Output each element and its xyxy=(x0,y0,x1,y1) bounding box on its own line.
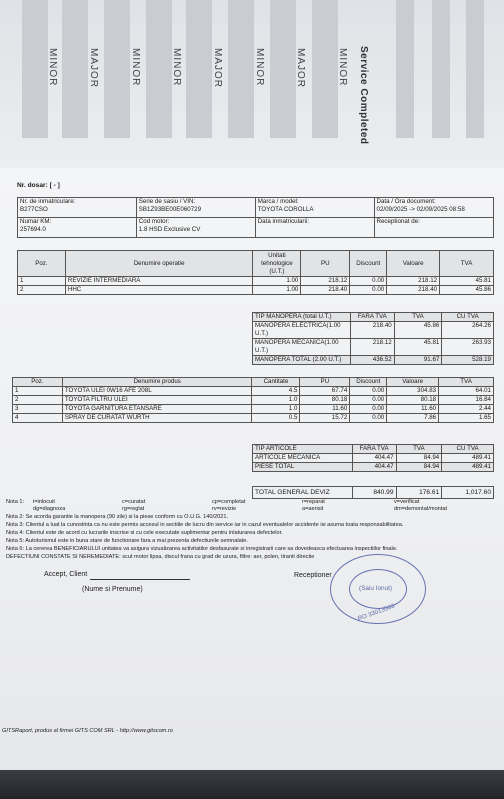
cell: 0.00 xyxy=(350,414,387,423)
cell: 15.72 xyxy=(300,414,350,423)
service-invoice-page xyxy=(0,168,504,770)
table-header: Cantitate xyxy=(252,378,300,387)
checklist-column xyxy=(466,0,484,138)
cell: 80.18 xyxy=(387,396,439,405)
table-header: TVA xyxy=(440,251,494,277)
labor-summary-table xyxy=(252,312,494,365)
cell: 4.5 xyxy=(252,387,300,396)
table-header: Unitati tehnologice (U.T.) xyxy=(253,251,301,277)
signature-line xyxy=(90,579,190,580)
articles-summary-table xyxy=(252,444,494,472)
client-signature-label: Accept, Client xyxy=(44,571,88,578)
cell: 1.00 xyxy=(253,277,301,286)
note-5: Nota 5: Autoturismul este in buna stare de functionare fara a mai prezenta defectiunile semnalate. xyxy=(6,538,248,544)
table-header: Denumire produs xyxy=(62,378,252,387)
cell: MANOPERA MECANICA(1.00 U.T.) xyxy=(253,339,351,356)
cell: 1 xyxy=(18,277,66,286)
cell: PIESE TOTAL xyxy=(253,463,353,472)
checklist-column xyxy=(396,0,414,138)
info-cell: Receptionat de: xyxy=(374,218,493,238)
info-cell: Serie de sasiu / VIN: SB1Z93BE00E060729 xyxy=(136,198,255,218)
cell: 0.00 xyxy=(350,396,387,405)
checklist-column xyxy=(312,0,338,138)
table-row xyxy=(253,454,494,463)
cell: TOYOTA FILTRU ULEI xyxy=(62,396,252,405)
cell: 1.0 xyxy=(252,405,300,414)
cell: TOYOTA ULEI 0W16 AFE 208L xyxy=(62,387,252,396)
cell: 0.5 xyxy=(252,414,300,423)
table-header: Valoare xyxy=(387,251,440,277)
cell: TOTAL GENERAL DEVIZ xyxy=(253,487,353,499)
table-header: Discount xyxy=(350,378,387,387)
table-header: TIP ARTICOLE xyxy=(253,445,353,454)
cell: 218.40 xyxy=(350,322,394,339)
checklist-label: MINOR xyxy=(337,48,348,87)
legend-item: dg=diagnoza xyxy=(33,506,66,512)
table-row xyxy=(253,356,494,365)
cell: 11.60 xyxy=(387,405,439,414)
cell: 840.99 xyxy=(352,487,396,499)
table-header: Poz. xyxy=(18,251,66,277)
cell: 11.60 xyxy=(300,405,350,414)
cell: 2 xyxy=(13,396,63,405)
checklist-column xyxy=(146,0,172,138)
info-cell: Marca / model: TOYOTA COROLLA xyxy=(255,198,374,218)
table-header: PU xyxy=(300,378,350,387)
checklist-column xyxy=(228,0,254,138)
cell: 1 xyxy=(13,387,63,396)
table-header: TVA xyxy=(394,313,442,322)
checklist-column xyxy=(186,0,212,138)
cell: 1.00 xyxy=(253,286,301,295)
note-1-label: Nota 1: xyxy=(6,499,25,505)
table-row xyxy=(18,286,494,295)
cell: 218.40 xyxy=(301,286,350,295)
service-status-label: Service Completed xyxy=(358,46,369,145)
table-header: FARA TVA xyxy=(352,445,396,454)
checklist-label: MINOR xyxy=(254,48,265,87)
cell: 80.18 xyxy=(300,396,350,405)
cell: 218.40 xyxy=(387,286,440,295)
table-header: TVA xyxy=(396,445,442,454)
legend-item: dm=demontat/montat xyxy=(394,506,448,512)
cell: 264.26 xyxy=(442,322,494,339)
cell: HHC xyxy=(65,286,253,295)
cell: 0.00 xyxy=(350,286,387,295)
cell: SPRAY DE CURATAT WURTH xyxy=(62,414,252,423)
cell: 1.65 xyxy=(439,414,494,423)
cell: 84.94 xyxy=(396,454,442,463)
table-row xyxy=(253,487,494,499)
table-row xyxy=(13,414,494,423)
legend-item: cp=completat xyxy=(212,499,246,505)
checklist-label: MAJOR xyxy=(212,48,223,88)
checklist-column xyxy=(270,0,296,138)
legend-item: rg=reglat xyxy=(122,506,145,512)
note-4: Nota 4: Clientul este de acord cu lucrarile inscrise si cu cele executate suplimentar pentru inlaturarea defectelor. xyxy=(6,530,283,536)
company-stamp xyxy=(330,554,426,624)
table-header: Discount xyxy=(350,251,387,277)
table-header: PU xyxy=(301,251,350,277)
table-row xyxy=(18,277,494,286)
stamp-code: RO 33013503 xyxy=(356,602,396,623)
cell: 64.01 xyxy=(439,387,494,396)
cell: 489.41 xyxy=(442,463,494,472)
info-cell: Cod motor: 1.8 HSD Exclusive CV xyxy=(136,218,255,238)
legend-item: a=aerisit xyxy=(302,506,324,512)
file-number: Nr. dosar: [ - ] xyxy=(17,182,60,189)
cell: 0.00 xyxy=(350,405,387,414)
cell: 2.44 xyxy=(439,405,494,414)
table-row xyxy=(13,387,494,396)
table-row xyxy=(253,322,494,339)
cell: 218.12 xyxy=(350,339,394,356)
cell: 3 xyxy=(13,405,63,414)
operations-table xyxy=(17,250,494,295)
table-row xyxy=(253,339,494,356)
cell: 67.74 xyxy=(300,387,350,396)
cell: 7.86 xyxy=(387,414,439,423)
checklist-column xyxy=(22,0,48,138)
legend-item: r=reparat xyxy=(302,499,325,505)
background-surface xyxy=(0,770,504,799)
legend-item: c=curatat xyxy=(122,499,146,505)
receptioner-label: Receptioner xyxy=(294,572,332,579)
legend-item: rv=revizie xyxy=(212,506,237,512)
client-name-hint: (Nume si Prenume) xyxy=(82,586,143,593)
grand-total-table xyxy=(252,486,494,499)
cell: TOYOTA GARNITURA ETANSARE xyxy=(62,405,252,414)
info-cell: Data inmatricularii: xyxy=(255,218,374,238)
table-header: CU TVA xyxy=(442,313,494,322)
table-row xyxy=(13,396,494,405)
stamp-text: (Saiu Ionut) xyxy=(359,585,393,592)
cell: 45.86 xyxy=(440,286,494,295)
materials-table xyxy=(12,377,494,423)
cell: 2 xyxy=(18,286,66,295)
cell: 304.83 xyxy=(387,387,439,396)
cell: MANOPERA TOTAL (2.00 U.T.) xyxy=(253,356,351,365)
cell: 84.94 xyxy=(396,463,442,472)
cell: 45.81 xyxy=(394,339,442,356)
table-header: CU TVA xyxy=(442,445,494,454)
cell: 528.19 xyxy=(442,356,494,365)
info-cell: Nr. de inmatriculare: B277CSO xyxy=(18,198,137,218)
cell: 1.0 xyxy=(252,396,300,405)
cell: 436.52 xyxy=(350,356,394,365)
underlying-checklist-page xyxy=(0,0,504,175)
vehicle-info-table xyxy=(17,197,494,238)
cell: 404.47 xyxy=(352,463,396,472)
unresolved-defects: DEFECTIUNI CONSTATE SI NEREMEDIATE: scut motor lipsa, discul frana cu grad de uzura, filtre: aer, polen, tiranti directie xyxy=(6,554,315,560)
cell: 176.61 xyxy=(396,487,442,499)
document-footer: GITSRaport, produs al firmei GITS COM SRL - http://www.gitscom.ro xyxy=(2,728,173,734)
table-row xyxy=(13,405,494,414)
info-cell: Data / Ora document: 02/09/2025 -> 02/09/2025 08:58 xyxy=(374,198,493,218)
checklist-label: MINOR xyxy=(171,48,182,87)
cell: ARTICOLE MECANICA xyxy=(253,454,353,463)
table-header: FARA TVA xyxy=(350,313,394,322)
note-6: Nota 6: La cererea BENEFICIARULUI unitatea va asigura vizualizarea activitatilor desfasurate si inregistrarii care sa dovedeasca efectuarea inspectiilor finale. xyxy=(6,546,398,552)
cell: 16.84 xyxy=(439,396,494,405)
cell: 0.00 xyxy=(350,277,387,286)
note-2: Nota 2: Se acorda garantie la manopera (90 zile) si la piese conform cu O.U.G. 140/2021. xyxy=(6,514,229,520)
cell: 404.47 xyxy=(352,454,396,463)
checklist-column xyxy=(62,0,88,138)
table-header: Valoare xyxy=(387,378,439,387)
info-cell: Numar KM: 257694.0 xyxy=(18,218,137,238)
table-header: Denumire operatie xyxy=(65,251,253,277)
cell: 263.93 xyxy=(442,339,494,356)
cell: 489.41 xyxy=(442,454,494,463)
cell: 1,017.60 xyxy=(442,487,494,499)
checklist-label: MAJOR xyxy=(295,48,306,88)
cell: 45.86 xyxy=(394,322,442,339)
cell: REVIZIE INTERMEDIARA xyxy=(65,277,253,286)
cell: 218.12 xyxy=(387,277,440,286)
legend-item: v=verificat xyxy=(394,499,420,505)
table-header: Poz. xyxy=(13,378,63,387)
checklist-column xyxy=(432,0,450,138)
cell: 45.81 xyxy=(440,277,494,286)
checklist-label: MINOR xyxy=(47,48,58,87)
note-3: Nota 3: Clientul a luat la cunostinta ca nu este permis accesul in sectiile de lucru din service iar in cazul eventualelor accidente isi asuma toata responsabilitatea. xyxy=(6,522,404,528)
table-header: TIP MANOPERA (total U.T.) xyxy=(253,313,351,322)
checklist-label: MINOR xyxy=(130,48,141,87)
checklist-column xyxy=(104,0,130,138)
cell: MANOPERA ELECTRICA(1.00 U.T.) xyxy=(253,322,351,339)
checklist-label: MAJOR xyxy=(88,48,99,88)
legend-item: i=inlocuit xyxy=(33,499,55,505)
cell: 218.12 xyxy=(301,277,350,286)
cell: 4 xyxy=(13,414,63,423)
cell: 0.00 xyxy=(350,387,387,396)
table-row xyxy=(253,463,494,472)
cell: 91.67 xyxy=(394,356,442,365)
table-header: TVA xyxy=(439,378,494,387)
